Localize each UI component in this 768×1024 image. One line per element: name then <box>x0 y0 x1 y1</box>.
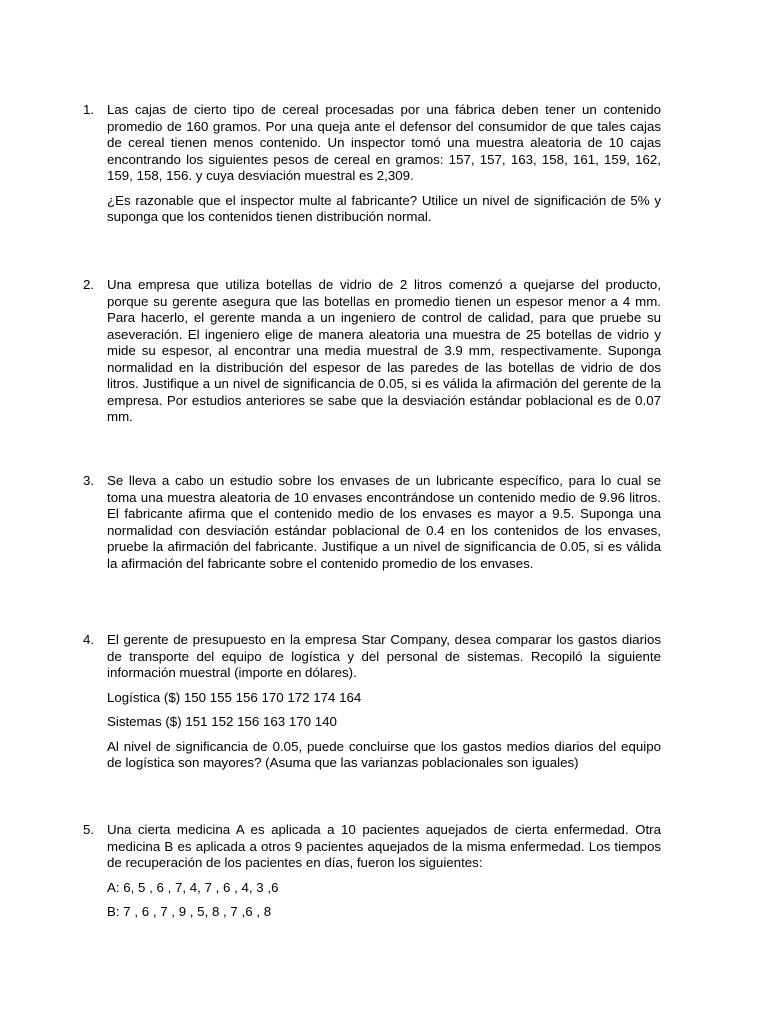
problem-number: 4. <box>83 632 95 647</box>
problem-body <box>107 277 661 426</box>
data-row-sistemas: Sistemas ($) 151 152 156 163 170 140 <box>107 714 337 729</box>
problem-statement: Las cajas de cierto tipo de cereal procesadas por una fábrica deben tener un contenido promedio de 160 gramos. Por una queja ante el defensor del consumidor de que tales cajas de cereal tienen menos contenido. Un inspector tomó una muestra aleatoria de 10 cajas encontrando los siguientes pesos de cereal en gramos: 157, 157, 163, 158, 161, 159, 162, 159, 158, 156. y cuya desviación muestral es 2,309. <box>107 102 661 183</box>
problem-body <box>107 632 661 772</box>
data-row-a: A: 6, 5 , 6 , 7, 4, 7 , 6 , 4, 3 ,6 <box>107 879 279 895</box>
data-row-logistica: Logística ($) 150 155 156 170 172 174 164 <box>107 689 362 705</box>
problem-number: 2. <box>83 277 95 292</box>
problem-statement: Una cierta medicina A es aplicada a 10 pacientes aquejados de cierta enfermedad. Otra medicina B es aplicada a otros 9 pacientes aquejados de la misma enfermedad. Los tiempos de recuperación de los pacientes en días, fueron los siguientes: <box>107 822 661 870</box>
problem-2 <box>83 277 661 426</box>
problem-number: 1. <box>83 102 95 117</box>
problem-statement: Una empresa que utiliza botellas de vidrio de 2 litros comenzó a quejarse del producto, porque su gerente asegura que las botellas en promedio tienen un espesor menor a 4 mm. Para hacerlo, el gerente manda a un ingeniero de control de calidad, para que pruebe su aseveración. El ingeniero elige de manera aleatoria una muestra de 25 botellas de vidrio y mide su espesor, al encontrar una media muestral de 3.9 mm, respectivamente. Suponga normalidad en la distribución del espesor de las paredes de las botellas de vidrio de dos litros. Justifique a un nivel de significancia de 0.05, si es válida la afirmación del gerente de la empresa. Por estudios anteriores se sabe que la desviación estándar poblacional es de 0.07 mm. <box>107 277 661 424</box>
problem-1 <box>83 102 661 226</box>
problem-5 <box>83 822 661 921</box>
problem-statement: El gerente de presupuesto en la empresa Star Company, desea comparar los gastos diarios de transporte del equipo de logística y del personal de sistemas. Recopiló la siguiente información muestral (importe en dólares). <box>107 632 661 680</box>
problem-body <box>107 822 661 921</box>
problem-question: ¿Es razonable que el inspector multe al fabricante? Utilice un nivel de significación de 5% y suponga que los contenidos tienen distribución normal. <box>107 192 661 224</box>
problem-number: 5. <box>83 822 95 837</box>
problem-body <box>107 473 661 572</box>
problem-body <box>107 102 661 226</box>
problem-statement: Se lleva a cabo un estudio sobre los envases de un lubricante específico, para lo cual se toma una muestra aleatoria de 10 envases encontrándose un contenido medio de 9.96 litros. El fabricante afirma que el contenido medio de los envases es mayor a 9.5. Suponga una normalidad con desviación estándar poblacional de 0.4 en los contenidos de los envases, pruebe la afirmación del fabricante. Justifique a un nivel de significancia de 0.05, si es válida la afirmación del fabricante sobre el contenido promedio de los envases. <box>107 473 661 571</box>
problem-number: 3. <box>83 473 95 488</box>
data-row-b: B: 7 , 6 , 7 , 9 , 5, 8 , 7 ,6 , 8 <box>107 904 272 919</box>
problem-question: Al nivel de significancia de 0.05, puede concluirse que los gastos medios diarios del equipo de logística son mayores? (Asuma que las varianzas poblacionales son iguales) <box>107 738 661 770</box>
problem-3 <box>83 473 661 572</box>
problem-4 <box>83 632 661 772</box>
